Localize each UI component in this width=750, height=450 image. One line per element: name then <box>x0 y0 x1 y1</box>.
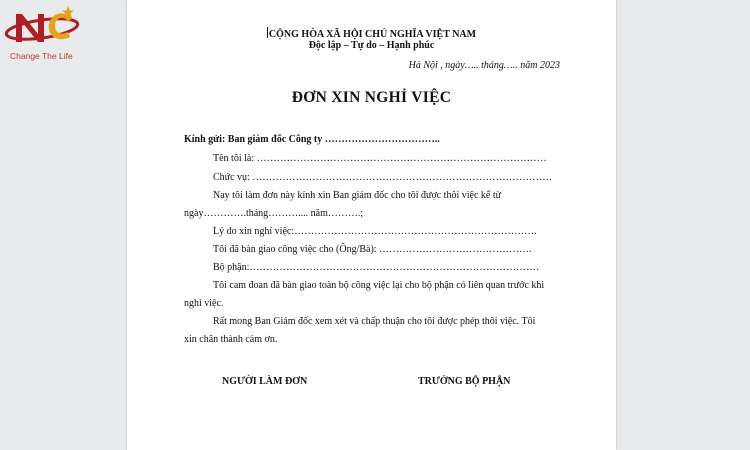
greeting: Kính gửi: Ban giám đốc Công ty …………………………….. <box>184 134 440 145</box>
commitment-line: Tôi cam đoan đã bàn giao toàn bộ công việc lại cho bộ phận có liên quan trước khi <box>213 280 545 291</box>
head-signature-label: TRƯỞNG BỘ PHẬN <box>418 376 511 387</box>
request-line: Nay tôi làm đơn này kính xin Ban giám đốc cho tôi được thôi việc kể từ <box>213 190 502 201</box>
commitment-line-cont: nghỉ việc. <box>184 298 224 309</box>
closing-line: Rất mong Ban Giám đốc xem xét và chấp thuận cho tôi được phép thôi việc. Tôi <box>213 316 536 327</box>
header-motto: Độc lập – Tự do – Hạnh phúc <box>308 40 435 51</box>
handover-line: Tôi đã bàn giao công việc cho (Ông/Bà): ………………………………………. <box>213 244 532 255</box>
name-line: Tên tôi là: …………………………………………………………………………… <box>213 153 547 164</box>
position-line: Chức vụ: ……………………………………………………………………………… <box>213 172 553 183</box>
thanks-line: xin chân thành cảm ơn. <box>184 334 278 345</box>
text-cursor <box>267 27 268 38</box>
header-nation <box>127 27 616 41</box>
nc-logo-mark <box>2 2 94 54</box>
header-nation-text: CỘNG HÒA XÃ HỘI CHỦ NGHĨA VIỆT NAM <box>268 29 477 40</box>
document-title: ĐƠN XIN NGHỈ VIỆC <box>291 89 452 106</box>
applicant-signature-label: NGƯỜI LÀM ĐƠN <box>222 376 308 387</box>
date-line: ngày………….tháng……….... năm……….; <box>184 208 364 219</box>
document-page <box>127 0 616 450</box>
reason-line: Lý do xin nghỉ việc:………………………………………………………………. <box>213 226 537 237</box>
place-date: Hà Nội , ngày….. tháng….. năm 2023 <box>408 60 560 71</box>
logo-tagline: Change The Life <box>10 51 73 61</box>
department-line: Bộ phận:…………………………………………………………………………… <box>213 262 540 273</box>
